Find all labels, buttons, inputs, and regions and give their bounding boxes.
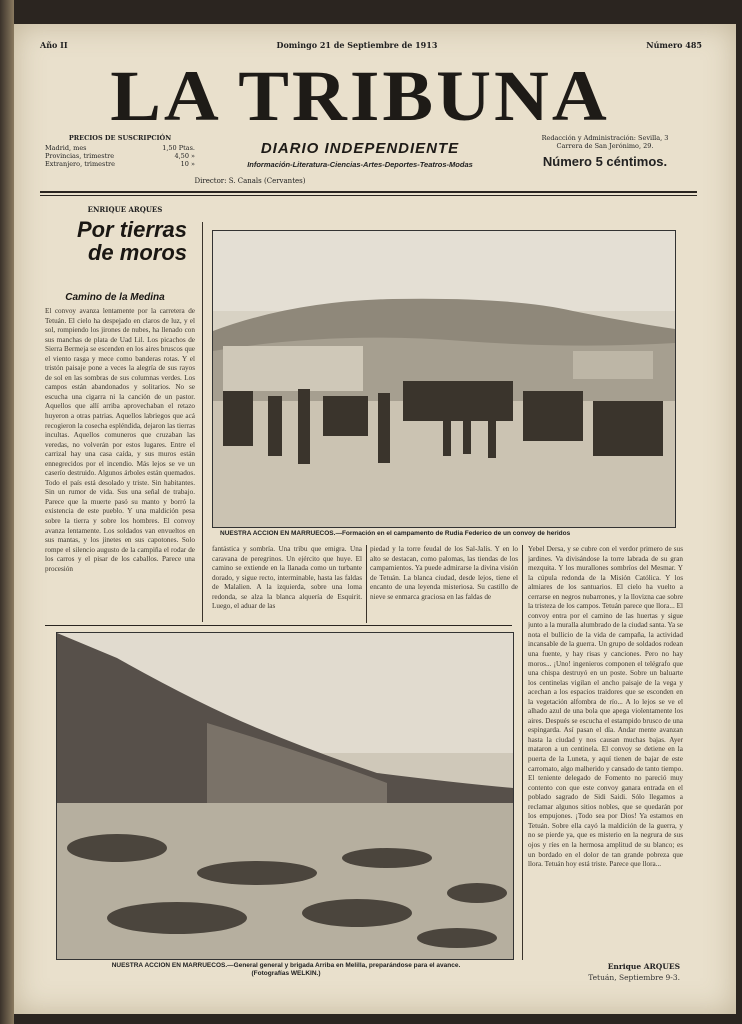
price-row [45, 160, 195, 168]
price-value: 1,50 Ptas. [162, 144, 195, 153]
article-column-2: fantástica y sombría. Una tribu que emigra. Una caravana de peregrinos. Un ejército que huye. El camino se extiende en la llanada como un turbante dorado, y sigue recto, interminable, hasta las faldas de Malalien. A la izquierda, sobre una loma redonda, se alza la blanca alquería de Esquirit. Luego, el aduar de las [212, 545, 362, 611]
price-value: 4,50 » [174, 152, 195, 161]
newspaper-sections: Información-Literatura-Ciencias-Artes-Deportes-Teatros-Modas [247, 160, 473, 169]
subscription-prices [45, 134, 195, 169]
issue-year: Año II [40, 40, 68, 50]
article-column-4: Yebel Dersa, y se cubre con el verdor primero de sus jardines. Va divisándose la torre labrada de su gran mezquita. Y los murallones sombríos del Mesmar. Y la cúpula redonda de la Misión Católica. Y los almiares de los santuarios. El cielo ha vuelto a cerrarse en negros nubarrones, y la llovizna cae sobre la tristeza de los campos. Tetuán parece que llora... El convoy entra por el camino de las huertas y sigue junto a la muralla alumbrado de la ciudad santa. Ya se nota el bullicio de la vida de campaña, la actividad incansable de la guerra. Un grupo de soldados rodean una fuente, y hay risas y canciones. Pero no hay moros... ¡Uno! ingenieros componen el telégrafo que una chispa destruyó en un poste. Sobre un baluarte los centinelas vigilan el ancho paisaje de la vega y acechan a los espacios traidores que se esconden en la vegetación alfombra de río... A lo lejos se ve el alhado azul de una bola que apega violentamente los aires. Después se escucha el estampido brusco de una espingarda. Así pasan el día. Andar mente avanzan hasta la ciudad y nos causan muchas bajas. Ayer mataron a un centinela. El convoy se detiene en la puerta de la Luneta, y aquí tienen de bajar de este carromato, algo malherido y cansado de tanto tiempo. El teniente delegado de Fomento no pareció muy contento con que este convoy ganara entrada en el poblado sagrado de Sidi Saidi. Sólo llegamos a reclamar algunos sitios nobles, que se quedarán por los empujones. ¡Todo sea por Dios! Ya estamos en Tetuán. Sobre ella cayó la maldición de la guerra, y no se pierde ya, que es misterio en la negrura de sus ojos y ríes en la hermosa amplitud de su blanco; es un bordado en el dolor de tan grande pobreza que llora. Tetuán hoy está triste. Parece que llora... [528, 545, 683, 869]
issue-number: Número 485 [646, 40, 702, 50]
article-signoff: Enrique ARQUES [607, 962, 680, 971]
director-line: Director: S. Canals (Cervantes) [194, 177, 306, 185]
photo-convoy [212, 230, 676, 528]
column-divider [366, 545, 367, 623]
masthead-topline [40, 40, 702, 50]
article-column-3: piedad y la torre feudal de los Sal-Jalís. Y en lo alto se destacan, como palomas, las tiendas de los campamientos. Ya puede admirarse la divina visión de Tetuán. La blanca ciudad, desde lejos, tiene el encanto de una leyenda misteriosa. Su castillo de nieve se enmarca graciosa en las faldas de [370, 545, 518, 601]
photo-landscape-caption [56, 962, 516, 978]
photo-landscape-image [57, 633, 513, 959]
column-divider [202, 222, 203, 622]
article-headline [42, 218, 187, 264]
masthead-rule-top [40, 191, 697, 193]
price-row [45, 152, 195, 160]
price-value: 10 » [180, 160, 195, 169]
photo-convoy-image [213, 231, 675, 527]
newspaper-subtitle: DIARIO INDEPENDIENTE [260, 140, 460, 157]
administration-info [520, 134, 690, 171]
masthead-rule-bottom [40, 195, 697, 196]
price-place: Madrid, mes [45, 144, 87, 153]
article-column-1: El convoy avanza lentamente por la carretera de Tetuán. El cielo ha despejado en claros de luz, y el sol, rompiendo los jirones de nubes, ha llenado con sus manchas de plata de Uad Lil. Los picachos de Sierra Bermeja se escenden en los aires bruscos que el viento rasga y mece como banderas rotas. Y el tristón paisaje pone a veces la alegría de sus rayos de sol en las sombras de sus columnas verdes. Los campos están abandonados y solitarios. No se escucha una cigarra ni la canción de un pastor. Aquellos que allí arriba aprovechaban el retazo huyeron a otras patrias. Aquellos labriegos que acá recogieron la cosecha espléndida, dejaron las tierras incultas. Aquellos comuneros que cruzaban las veredas, no volverán por estos lugares. Entre el carrizal hay una casa caída, y sus muros están ennegrecidos por el incendio. Más lejos se ve un caserío destruido. Algunos árboles están quemados. Todo el país está desolado y triste. Sin habitantes. Sin un rumor de vida. Sus una señal de trabajo. Parece que la muerte pasó su manto y borró la existencia de este pueblo. Y una maldición pesa sobre la tierra y sobre los hombres. El convoy avanza lentamente. Los soldados van envueltos en sus mantas, y los jinetes en sus capotones. Solo rompe el silencio augusto de la campiña el rodar de los carros y el pisar de los caballos. Parece una procesión [45, 307, 195, 573]
photo-credit: (Fotografías WELKIN.) [251, 969, 321, 977]
article-subhead: Camino de la Medina [65, 292, 165, 303]
column-divider [522, 545, 523, 960]
section-rule [45, 625, 512, 626]
price-place: Provincias, trimestre [45, 152, 115, 161]
article-place-date: Tetuán, Septiembre 9-3. [588, 973, 680, 982]
issue-date: Domingo 21 de Septiembre de 1913 [276, 40, 438, 50]
book-binding [0, 0, 14, 1024]
photo-landscape [56, 632, 514, 960]
price-place: Extranjero, trimestre [45, 160, 115, 169]
subscription-heading: PRECIOS DE SUSCRIPCIÓN [68, 134, 172, 142]
article-author-top: ENRIQUE ARQUES [87, 205, 163, 214]
headline-line-1: Por tierras [76, 217, 187, 242]
price-label: Número 5 céntimos. [542, 154, 668, 170]
admin-line-1: Redacción y Administración: Sevilla, 3 [541, 134, 669, 142]
price-row [45, 144, 195, 152]
photo-convoy-caption: NUESTRA ACCION EN MARRUECOS.—Formación en el campamento de Rudia Federico de un convoy de heridos [220, 530, 571, 537]
photo-landscape-caption-text: NUESTRA ACCION EN MARRUECOS.—General general y brigada Arriba en Melilla, preparándose para el avance. [111, 962, 461, 969]
admin-line-2: Carrera de San Jerónimo, 29. [556, 142, 654, 151]
newspaper-title: LA TRIBUNA [110, 56, 610, 136]
headline-line-2: de moros [87, 240, 187, 266]
